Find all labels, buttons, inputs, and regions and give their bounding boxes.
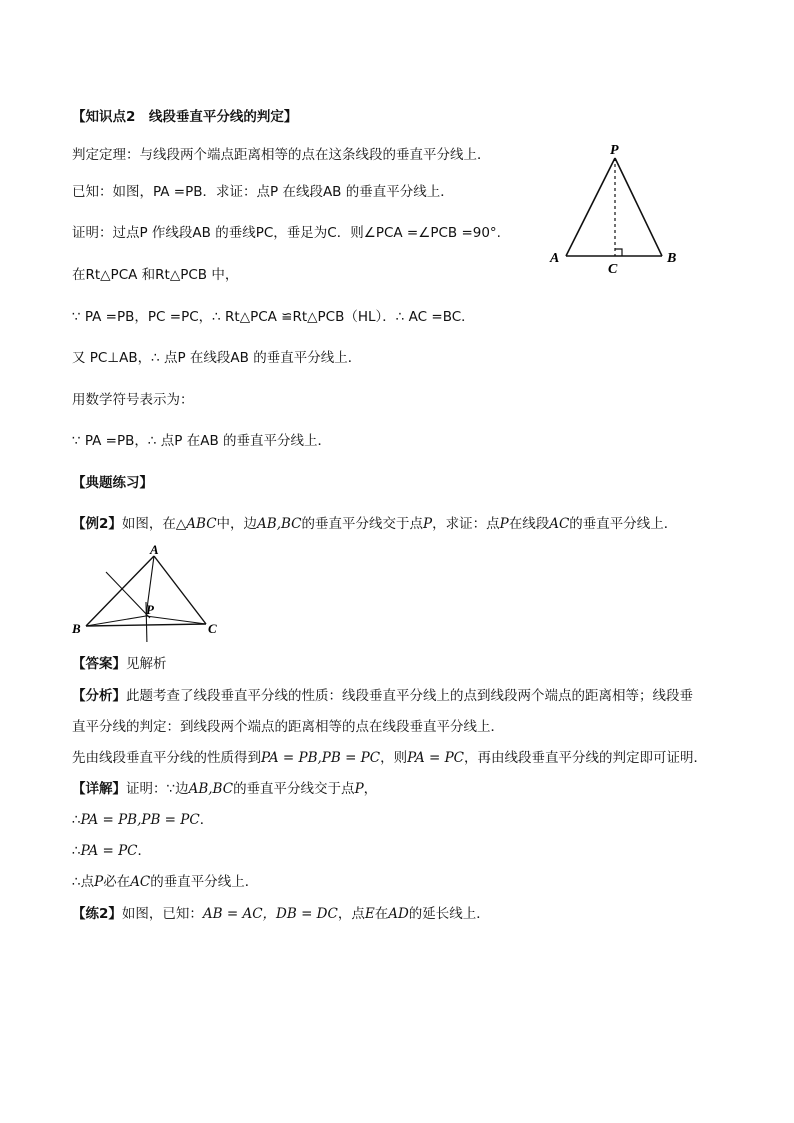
text-segment: ． — [137, 843, 151, 859]
label-a: A — [150, 542, 159, 557]
math-ab-bc: AB,BC — [188, 781, 234, 797]
math-ad: AD — [388, 906, 409, 922]
text-segment: 此题考查了线段垂直平分线的性质：线段垂直平分线上的点到线段两个端点的距离相等；线段垂 — [126, 688, 693, 704]
symbolic-label: 用数学符号表示为： — [72, 392, 194, 408]
therefore-symbol: ∴ — [72, 843, 81, 859]
analysis-line-1 — [72, 687, 693, 705]
analysis-line-2: 直平分线的判定：到线段两个端点的距离相等的点在线段垂直平分线上． — [72, 719, 504, 735]
segment-ab — [86, 556, 154, 626]
label-b: B — [72, 621, 81, 636]
answer-text: 见解析 — [126, 656, 167, 672]
text-segment: 如图，已知： — [121, 906, 203, 922]
text-segment: ，再由线段垂直平分线的判定即可证明． — [464, 750, 708, 766]
proof-line-3: ∵ PA =PB，PC =PC，∴ Rt△PCA ≌Rt△PCB（HL）．∴ AC =BC． — [72, 309, 475, 325]
text-segment: ，点 — [337, 906, 365, 922]
math-equation: AB = AC，DB = DC — [202, 906, 338, 922]
text-segment: 的垂直平分线交于点 — [301, 516, 424, 532]
math-e: E — [364, 906, 375, 922]
detail-line-2 — [72, 811, 213, 829]
example-2-line — [72, 515, 677, 533]
label-c: C — [208, 621, 217, 636]
section-heading: 【知识点2 线段垂直平分线的判定】 — [72, 109, 298, 125]
segment-pc — [146, 616, 206, 624]
math-p: P — [94, 874, 104, 890]
math-equation: PA = PC — [80, 843, 138, 859]
detail-line-4 — [72, 873, 258, 891]
text-segment: 必在 — [103, 874, 131, 890]
theorem-text: 判定定理：与线段两个端点距离相等的点在这条线段的垂直平分线上． — [72, 147, 491, 163]
label-b: B — [667, 251, 677, 266]
practice-heading: 【典题练习】 — [72, 475, 153, 491]
math-p: P — [354, 781, 364, 797]
proof-line-4: 又 PC⊥AB，∴ 点P 在线段AB 的垂直平分线上． — [72, 350, 362, 366]
practice-2-tag: 【练2】 — [72, 906, 122, 922]
given-text: 已知：如图，PA =PB．求证：点P 在线段AB 的垂直平分线上． — [72, 184, 454, 200]
proof-line-1: 证明：过点P 作线段AB 的垂线PC，垂足为C．则∠PCA =∠PCB =90°. — [72, 225, 501, 241]
text-segment: 的垂直平分线交于点 — [233, 781, 355, 797]
detail-line-3 — [72, 842, 151, 860]
figure-triangle-abc — [66, 542, 226, 642]
practice-2-line — [72, 905, 490, 923]
math-equation: PA = PC — [407, 750, 465, 766]
analysis-line-3 — [72, 749, 707, 767]
text-segment: 在 — [374, 906, 389, 922]
math-equation: PA = PB,PB = PC — [80, 812, 200, 828]
text-segment: 如图，在△ — [121, 516, 187, 532]
label-c: C — [608, 262, 618, 277]
math-ab-bc: AB,BC — [257, 516, 302, 532]
text-segment: ，求证：点 — [432, 516, 500, 532]
text-segment: 先由线段垂直平分线的性质得到 — [72, 750, 261, 766]
proof-line-2: 在Rt△PCA 和Rt△PCB 中， — [72, 267, 239, 283]
figure-triangle-pab — [540, 138, 690, 280]
math-abc: ABC — [186, 516, 217, 532]
text-segment: 证明：∵边 — [126, 781, 189, 797]
text-segment: ． — [199, 812, 214, 828]
math-equation: PA = PB,PB = PC — [261, 750, 381, 766]
text-segment: 的延长线上． — [408, 906, 490, 922]
math-ac: AC — [130, 874, 151, 890]
text-segment: ∴点 — [72, 874, 95, 890]
text-segment: 的垂直平分线上． — [150, 874, 259, 890]
segment-pb — [615, 158, 662, 256]
analysis-tag: 【分析】 — [72, 688, 126, 704]
text-segment: 中，边 — [216, 516, 258, 532]
label-p: P — [146, 602, 154, 617]
text-segment: 的垂直平分线上． — [569, 516, 678, 532]
text-segment: ，则 — [380, 750, 408, 766]
segment-pa — [566, 158, 615, 256]
therefore-symbol: ∴ — [72, 812, 81, 828]
example-2-tag: 【例2】 — [72, 516, 122, 532]
symbolic-statement: ∵ PA =PB，∴ 点P 在AB 的垂直平分线上． — [72, 433, 331, 449]
answer-tag: 【答案】 — [72, 656, 126, 672]
perpendicular-bisector-ab — [106, 572, 150, 618]
right-angle-mark — [615, 249, 622, 256]
label-a: A — [550, 251, 560, 266]
detail-line-1 — [72, 780, 377, 798]
text-segment: ， — [363, 781, 378, 797]
text-segment: 在线段 — [508, 516, 550, 532]
math-ac: AC — [549, 516, 570, 532]
label-p: P — [610, 143, 619, 158]
answer-line — [72, 655, 167, 673]
detail-tag: 【详解】 — [72, 781, 126, 797]
segment-ac — [154, 556, 206, 624]
math-p: P — [499, 516, 509, 532]
math-p: P — [423, 516, 433, 532]
